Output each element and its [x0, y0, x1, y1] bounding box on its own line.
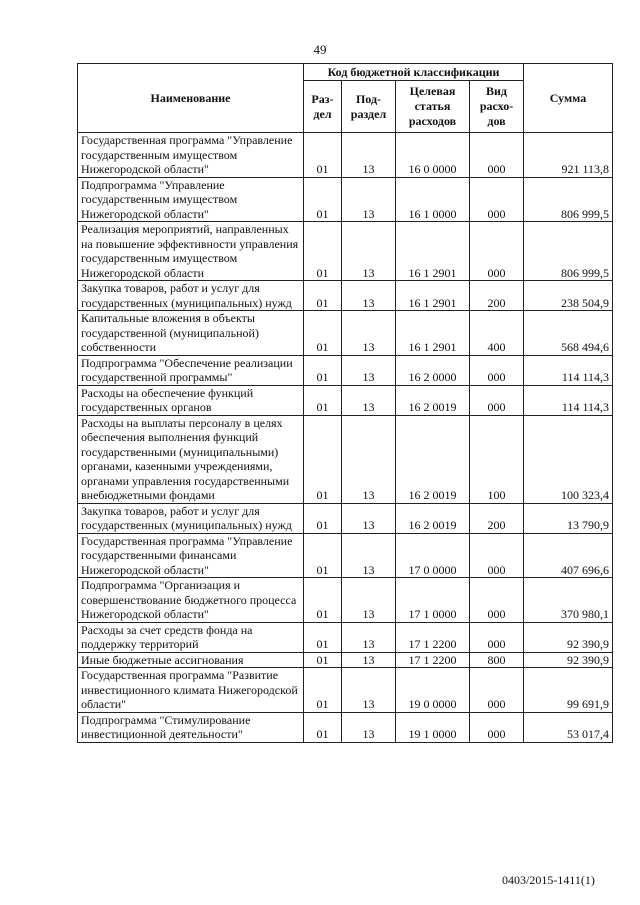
row-name: Подпрограмма "Организация и совершенствование бюджетного процесса Нижегородской области": [78, 578, 304, 623]
row-name: Государственная программа "Управление государственным имуществом Нижегородской области": [78, 133, 304, 178]
row-razdel: 01: [304, 177, 342, 222]
row-summa: 407 696,6: [524, 533, 613, 578]
header-summa: Сумма: [524, 64, 613, 133]
row-summa: 114 114,3: [524, 385, 613, 415]
row-podrazdel: 13: [342, 222, 396, 281]
table-row: [78, 311, 613, 356]
row-vid: 000: [470, 355, 524, 385]
row-name: Закупка товаров, работ и услуг для государственных (муниципальных) нужд: [78, 281, 304, 311]
row-summa: 99 691,9: [524, 668, 613, 713]
row-summa: 100 323,4: [524, 415, 613, 503]
row-celevaya: 16 2 0019: [396, 415, 470, 503]
table-row: [78, 712, 613, 742]
table-row: [78, 652, 613, 668]
row-summa: 238 504,9: [524, 281, 613, 311]
row-summa: 921 113,8: [524, 133, 613, 178]
row-celevaya: 16 2 0019: [396, 503, 470, 533]
row-celevaya: 16 1 0000: [396, 177, 470, 222]
table-row: [78, 503, 613, 533]
row-razdel: 01: [304, 415, 342, 503]
row-razdel: 01: [304, 533, 342, 578]
row-celevaya: 19 1 0000: [396, 712, 470, 742]
row-razdel: 01: [304, 222, 342, 281]
row-celevaya: 19 0 0000: [396, 668, 470, 713]
row-podrazdel: 13: [342, 415, 396, 503]
row-celevaya: 17 1 2200: [396, 622, 470, 652]
table-row: [78, 133, 613, 178]
row-razdel: 01: [304, 668, 342, 713]
row-celevaya: 16 1 2901: [396, 281, 470, 311]
row-vid: 000: [470, 578, 524, 623]
row-name: Расходы на обеспечение функций государственных органов: [78, 385, 304, 415]
header-vid: Вид расхо-дов: [470, 81, 524, 133]
header-celevaya: Целевая статья расходов: [396, 81, 470, 133]
row-vid: 200: [470, 281, 524, 311]
header-razdel: Раз-дел: [304, 81, 342, 133]
row-celevaya: 17 0 0000: [396, 533, 470, 578]
row-name: Государственная программа "Управление государственными финансами Нижегородской области": [78, 533, 304, 578]
page-number: 49: [313, 42, 327, 57]
row-celevaya: 16 0 0000: [396, 133, 470, 178]
row-razdel: 01: [304, 311, 342, 356]
table-row: [78, 578, 613, 623]
row-vid: 000: [470, 133, 524, 178]
row-name: Подпрограмма "Обеспечение реализации государственной программы": [78, 355, 304, 385]
row-vid: 000: [470, 177, 524, 222]
row-name: Реализация мероприятий, направленных на повышение эффективности управления государственным имуществом Нижегородской области: [78, 222, 304, 281]
table-header: [78, 64, 613, 133]
table-row: [78, 622, 613, 652]
row-podrazdel: 13: [342, 503, 396, 533]
row-vid: 200: [470, 503, 524, 533]
row-celevaya: 17 1 2200: [396, 652, 470, 668]
row-razdel: 01: [304, 712, 342, 742]
row-podrazdel: 13: [342, 355, 396, 385]
row-vid: 800: [470, 652, 524, 668]
row-summa: 568 494,6: [524, 311, 613, 356]
row-name: Иные бюджетные ассигнования: [78, 652, 304, 668]
row-summa: 114 114,3: [524, 355, 613, 385]
row-summa: 370 980,1: [524, 578, 613, 623]
row-razdel: 01: [304, 133, 342, 178]
row-razdel: 01: [304, 652, 342, 668]
row-celevaya: 16 1 2901: [396, 222, 470, 281]
row-razdel: 01: [304, 622, 342, 652]
row-vid: 000: [470, 533, 524, 578]
row-summa: 92 390,9: [524, 652, 613, 668]
budget-table: [77, 63, 613, 743]
row-vid: 400: [470, 311, 524, 356]
row-podrazdel: 13: [342, 281, 396, 311]
header-podrazdel: Под-раздел: [342, 81, 396, 133]
row-podrazdel: 13: [342, 652, 396, 668]
row-celevaya: 16 2 0000: [396, 355, 470, 385]
row-vid: 100: [470, 415, 524, 503]
row-summa: 806 999,5: [524, 222, 613, 281]
header-classification-group: Код бюджетной классификации: [304, 64, 524, 81]
row-vid: 000: [470, 712, 524, 742]
row-podrazdel: 13: [342, 622, 396, 652]
header-name: Наименование: [78, 64, 304, 133]
table-row: [78, 415, 613, 503]
row-name: Государственная программа "Развитие инвестиционного климата Нижегородской области": [78, 668, 304, 713]
row-name: Расходы на выплаты персоналу в целях обеспечения выполнения функций государственными (муниципальными) органами, казенными учреждениями, органами управления государственными внебюджетными фондами: [78, 415, 304, 503]
row-vid: 000: [470, 222, 524, 281]
row-podrazdel: 13: [342, 133, 396, 178]
row-podrazdel: 13: [342, 533, 396, 578]
table-row: [78, 222, 613, 281]
row-celevaya: 17 1 0000: [396, 578, 470, 623]
row-summa: 92 390,9: [524, 622, 613, 652]
row-razdel: 01: [304, 578, 342, 623]
table-row: [78, 668, 613, 713]
table-body: [78, 133, 613, 743]
row-name: Закупка товаров, работ и услуг для государственных (муниципальных) нужд: [78, 503, 304, 533]
table-row: [78, 355, 613, 385]
table-row: [78, 385, 613, 415]
row-vid: 000: [470, 385, 524, 415]
row-celevaya: 16 2 0019: [396, 385, 470, 415]
row-vid: 000: [470, 622, 524, 652]
row-podrazdel: 13: [342, 712, 396, 742]
row-name: Расходы за счет средств фонда на поддержку территорий: [78, 622, 304, 652]
row-name: Подпрограмма "Стимулирование инвестиционной деятельности": [78, 712, 304, 742]
row-podrazdel: 13: [342, 385, 396, 415]
row-podrazdel: 13: [342, 578, 396, 623]
row-podrazdel: 13: [342, 177, 396, 222]
row-podrazdel: 13: [342, 668, 396, 713]
row-podrazdel: 13: [342, 311, 396, 356]
table-row: [78, 177, 613, 222]
row-summa: 13 790,9: [524, 503, 613, 533]
row-name: Подпрограмма "Управление государственным имуществом Нижегородской области": [78, 177, 304, 222]
row-celevaya: 16 1 2901: [396, 311, 470, 356]
document-code: 0403/2015-1411(1): [502, 873, 595, 887]
table-row: [78, 533, 613, 578]
table-row: [78, 281, 613, 311]
row-razdel: 01: [304, 281, 342, 311]
row-summa: 53 017,4: [524, 712, 613, 742]
row-vid: 000: [470, 668, 524, 713]
row-name: Капитальные вложения в объекты государственной (муниципальной) собственности: [78, 311, 304, 356]
row-razdel: 01: [304, 355, 342, 385]
row-summa: 806 999,5: [524, 177, 613, 222]
row-razdel: 01: [304, 503, 342, 533]
row-razdel: 01: [304, 385, 342, 415]
